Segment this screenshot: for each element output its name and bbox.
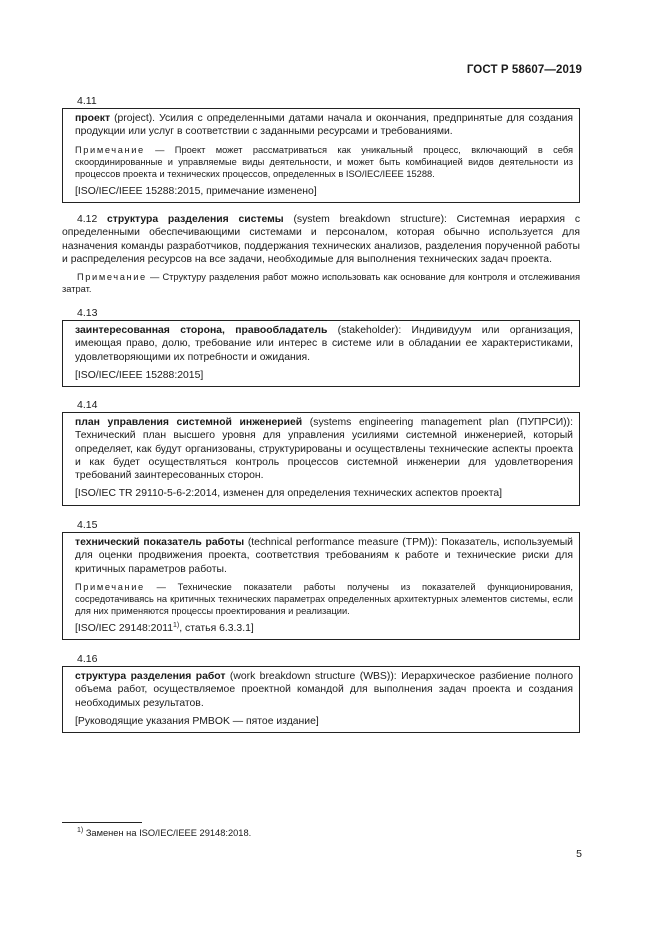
definition (75, 324, 573, 364)
term-box-4-13 (62, 320, 580, 387)
term-box-4-15 (62, 532, 580, 640)
definition-text: (systems engineering management plan (ПУПРСИ)): Технический план высшего уровня для управления усилиями системной инженерией, который определяет, как будут организованы, структурированы и осуществлены технические аспекты проекта и как будет осуществляться контроль процессов системной инженерии для удовлетворения требований заинтересованных сторон. (75, 417, 573, 482)
entry-number: 4.14 (77, 399, 98, 411)
term-block-4-12 (62, 213, 580, 295)
note (75, 144, 573, 180)
term: технический показатель работы (75, 537, 245, 548)
definition-text: (project). Усилия с определенными датами начала и окончания, предпринятые для создания продукции или услуг в соответствии с заданными ресурсами и требованиями. (75, 113, 573, 138)
definition (75, 112, 573, 139)
definition-text: (technical performance measure (TPM)): Показатель, используемый для оценки продвижения проекта, соответствия требованиям к работе и технические риски для критичных параметров работы. (75, 537, 573, 575)
term-box-4-16 (62, 666, 580, 733)
source-reference: [ISO/IEC/IEEE 15288:2015, примечание изменено] (75, 185, 317, 197)
entry-number: 4.11 (77, 95, 97, 107)
source-reference: [ISO/IEC/IEEE 15288:2015] (75, 369, 204, 381)
definition-text: (work breakdown structure (WBS)): Иерархическое разбиение полного объема работ, осуществляемое проектной командой для выполнения задач проекта и создания необходимых результатов. (75, 671, 573, 709)
note-label: Примечание (77, 272, 147, 283)
source-text: [ISO/IEC 29148:2011 (75, 622, 174, 634)
term: структура разделения работ (75, 671, 226, 682)
term-box-4-11 (62, 108, 580, 203)
note-label: Примечание (75, 581, 145, 592)
entry-number: 4.16 (77, 653, 98, 665)
source-reference: [ISO/IEC TR 29110-5-6-2:2014, изменен для определения технических аспектов проекта] (75, 488, 502, 500)
definition (62, 213, 580, 266)
definition (75, 416, 573, 482)
note-text: — Технические показатели работы получены из показателей функционирования, сосредотачиваясь на критичных технических параметрах определенных архитектурных элементов системы, если для них применяются процессы проектирования и реализации. (75, 581, 573, 616)
note (75, 581, 573, 617)
source-reference (75, 622, 573, 635)
note-label: Примечание (75, 144, 145, 155)
definition-text: (stakeholder): Индивидуум или организация, имеющая право, долю, требование или интерес в системе или в обладании ее характеристиками, удовлетворяющими их потребности и ожидания. (75, 325, 573, 363)
footnote-mark: 1) (77, 827, 84, 834)
note (62, 271, 580, 295)
source-text-tail: , статья 6.3.3.1] (179, 622, 254, 634)
definition (75, 670, 573, 710)
entry-number: 4.15 (77, 519, 98, 531)
term: структура разделения системы (107, 214, 284, 225)
footnote-ref: 1) (173, 621, 180, 629)
entry-number: 4.12 (77, 214, 98, 225)
footnote-divider (62, 822, 142, 823)
source-reference: [Руководящие указания PMBOK — пятое издание] (75, 715, 319, 727)
definition (75, 536, 573, 576)
term-box-4-14 (62, 412, 580, 506)
footnote-text: Заменен на ISO/IEC/IEEE 29148:2018. (83, 828, 252, 838)
term: проект (75, 113, 111, 124)
document-code: ГОСТ Р 58607—2019 (466, 64, 582, 76)
definition-text: (system breakdown structure): Системная иерархия с определенными обеспечивающими системами и персоналом, которая обычно используется для назначения команды разработчиков, поддержания технических анализов, разделения порученной работы и распределения ресурсов на все задачи, необходимые для выполнения технических задач проекта. (62, 214, 581, 265)
footnote (77, 828, 251, 838)
term: заинтересованная сторона, правообладатель (75, 325, 328, 336)
page-number: 5 (576, 848, 582, 860)
term: план управления системной инженерией (75, 417, 303, 428)
entry-number: 4.13 (77, 307, 98, 319)
note-text: — Структуру разделения работ можно использовать как основание для контроля и отслеживания затрат. (62, 272, 580, 295)
note-text: — Проект может рассматриваться как уникальный процесс, включающий в себя скоординированные и управляемые виды деятельности, и может быть комбинацией видов деятельности из процессов проекта и технических процессов, определенных в ISO/IEC/IEEE 15288. (75, 144, 573, 179)
